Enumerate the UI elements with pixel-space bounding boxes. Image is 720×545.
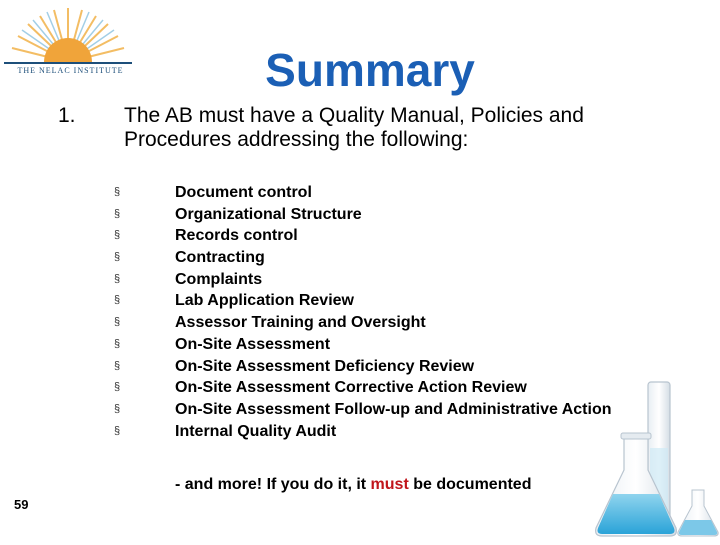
list-item [114,204,694,226]
list-item [114,269,694,291]
bullet-icon: § [114,337,121,350]
list-item-text: On-Site Assessment Corrective Action Review [175,379,527,397]
list-item-text: Organizational Structure [175,205,362,223]
bullet-icon: § [114,316,121,329]
closing-note [175,476,531,494]
note-text: - and more! If you do it, it [175,476,371,493]
list-item-text: Assessor Training and Oversight [175,314,426,332]
bullet-icon: § [114,272,121,285]
list-item-text: On-Site Assessment [175,335,331,353]
slide-title: Summary [265,44,475,96]
list-item-text: Internal Quality Audit [175,422,337,440]
bullet-icon: § [114,424,121,437]
bullet-icon: § [114,207,121,220]
list-item [114,312,694,334]
list-item-text: On-Site Assessment Deficiency Review [175,357,475,375]
lab-flasks-image [592,378,720,540]
bullet-icon: § [114,229,121,242]
list-item-text: Complaints [175,270,263,288]
flask-icon [592,378,720,540]
list-item [114,182,694,204]
list-item [114,356,694,378]
list-item [114,247,694,269]
note-emphasis: must [370,476,409,493]
sunrise-logo-icon [4,2,132,72]
list-item-text: Records control [175,227,298,245]
page-number: 59 [14,497,29,512]
list-item-text: On-Site Assessment Follow-up and Administrative Action [175,400,612,418]
bullet-icon: § [114,359,121,372]
logo-text: THE NELAC INSTITUTE [17,66,124,75]
bullet-icon: § [114,381,121,394]
list-item [114,290,694,312]
item-text: The AB must have a Quality Manual, Policies and Procedures addressing the following: [124,104,584,151]
list-item-text: Contracting [175,249,265,267]
bullet-icon: § [114,251,121,264]
item-number: 1. [58,104,76,127]
note-text-end: be documented [408,476,532,493]
list-item [114,334,694,356]
bullet-icon: § [114,294,121,307]
bullet-icon: § [114,402,121,415]
list-item-text: Lab Application Review [175,292,354,310]
list-item [114,225,694,247]
list-item-text: Document control [175,184,312,201]
bullet-icon: § [114,186,121,198]
